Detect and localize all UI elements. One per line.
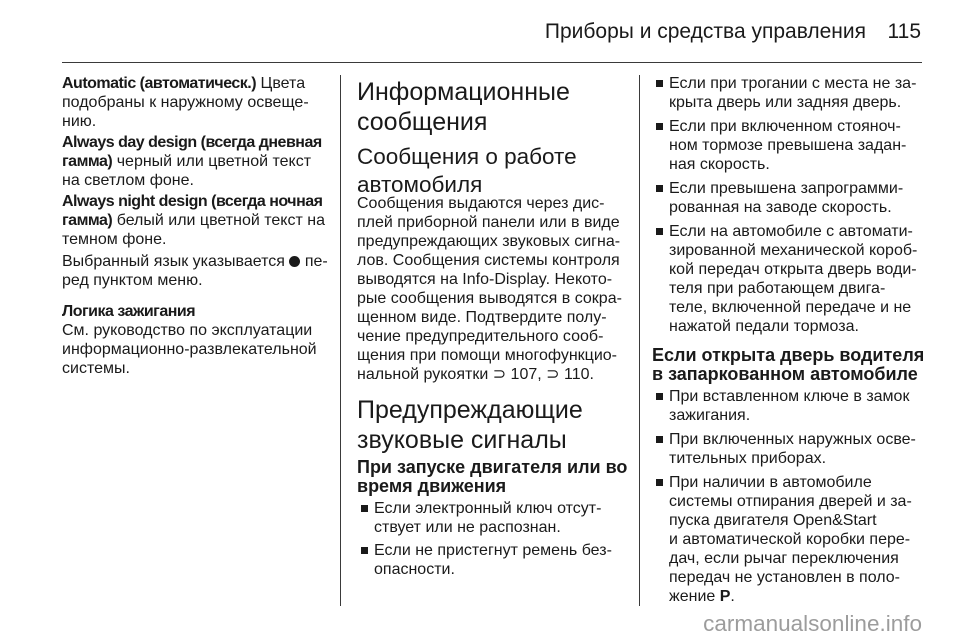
list-item [652,74,916,112]
term-day-design: Always day design (всегда дневная [62,134,322,151]
list-item-line: рованная на заводе скорость. [669,199,892,216]
list-item-line: Если при включенном стояноч- [669,118,901,135]
list-item-line: теле, включенной передаче и не [669,299,912,316]
engine-start-heading [357,458,627,496]
list-item [652,430,916,468]
warning-signals-title [357,395,583,455]
list-item-line: зажигания. [669,407,751,424]
line-text: белый или цветной текст на [116,212,325,229]
line-text: пе- [304,253,328,270]
list-item-line: тительных приборах. [669,450,827,467]
title-line: сообщения [357,108,488,136]
subsection-title [357,143,577,199]
line-text: жение [669,588,716,605]
list-item [357,499,601,537]
line-text: черный или цветной текст [116,153,312,170]
paragraph-line: информационно-развлекательной [62,341,317,358]
gear-position-label: P [719,588,731,605]
column-separator-2 [639,75,640,606]
paragraph-line: нию. [62,113,97,130]
column-2 [357,0,633,642]
list-item [357,541,612,579]
list-item-line: передач не установлен в поло- [669,569,900,586]
list-item-line: Если не пристегнут ремень без- [374,542,612,559]
ignition-logic-section [62,302,317,378]
subtitle-line: автомобиля [357,172,483,197]
ignition-logic-heading: Логика зажигания [62,303,196,320]
paragraph-line: плей приборной панели или в виде [357,214,620,231]
section-title [357,77,570,137]
title-line: Предупреждающие [357,396,583,424]
list-item-line: Если электронный ключ отсут- [374,500,602,517]
automatic-paragraph [62,74,309,131]
list-item-line [669,587,912,606]
square-bullet-icon [656,436,663,443]
term-day-design-cont: гамма) [62,153,113,170]
heading-line: время движения [357,476,507,496]
language-paragraph [62,252,328,290]
line-end: . [730,588,735,605]
list-item-line: и автоматической коробки пере- [669,531,911,548]
list-item-line: пуска двигателя Open&Start [669,512,877,529]
paragraph-line [62,252,328,271]
line-text: Выбранный язык указывается [62,253,285,270]
list-item-line: опасности. [374,561,455,578]
day-design-paragraph [62,133,322,190]
section-heading [62,302,317,321]
paragraph-line: темном фоне. [62,231,167,248]
term-night-design: Always night design (всегда ночная [62,193,323,210]
paragraph-line: Сообщения выдаются через дис- [357,195,605,212]
paragraph-line [62,192,325,211]
running-header-title: Приборы и средства управления [544,20,866,43]
heading-line: Если открыта дверь водителя [652,345,925,365]
paragraph-line: См. руководство по эксплуатации [62,322,313,339]
square-bullet-icon [361,547,368,554]
paragraph-line [62,133,322,152]
list-item-line: При наличии в автомобиле [669,474,872,491]
paragraph-line: ред пунктом меню. [62,272,203,289]
driver-door-heading [652,346,924,384]
list-item-line: ном тормозе превышена задан- [669,137,907,154]
list-item [652,222,917,336]
list-item-line: ная скорость. [669,156,770,173]
list-item-line: ствует или не распознан. [374,519,561,536]
heading-line: в запаркованном автомобиле [652,364,918,384]
paragraph-line: щения при помощи многофункцио- [357,347,617,364]
paragraph-line: предупреждающих звуковых сигна- [357,233,621,250]
list-item-line: крыта дверь или задняя дверь. [669,94,902,111]
filled-circle-icon [289,256,300,267]
title-line: звуковые сигналы [357,426,567,454]
list-item-line: Если при трогании с места не за- [669,75,917,92]
paragraph-line: чение предупредительного сооб- [357,328,604,345]
watermark-text: carmanualsonline.info [703,611,922,636]
night-design-paragraph [62,192,325,249]
list-item-line: Если на автомобиле с автомати- [669,223,913,240]
list-item [652,473,912,606]
paragraph-line [62,152,322,171]
intro-paragraph [357,194,622,384]
square-bullet-icon [361,505,368,512]
paragraph-line: рые сообщения выводятся в сокра- [357,290,622,307]
title-line: Информационные [357,78,570,106]
page-reference-line: нальной рукоятки ⊃ 107, ⊃ 110. [357,366,594,383]
list-item-line: Если превышена запрограмми- [669,180,904,197]
paragraph-line: на светлом фоне. [62,172,194,189]
list-item-line: теля при работающем двига- [669,280,886,297]
list-item [652,387,909,425]
list-item [652,117,906,174]
list-item-line: При вставленном ключе в замок [669,388,910,405]
paragraph-line: подобраны к наружному освеще- [62,94,309,111]
column-1 [62,0,334,642]
list-item-line: кой передач открыта дверь води- [669,261,917,278]
paragraph-line [62,74,309,93]
list-item [652,179,903,217]
square-bullet-icon [656,80,663,87]
square-bullet-icon [656,228,663,235]
paragraph-line: лов. Сообщения системы контроля [357,252,620,269]
term-automatic: Automatic (автоматическ.) [62,75,257,92]
paragraph-line [62,211,325,230]
list-item-line: системы отпирания дверей и за- [669,493,912,510]
square-bullet-icon [656,123,663,130]
column-3 [652,0,928,642]
square-bullet-icon [656,393,663,400]
paragraph-line: щенном виде. Подтвердите полу- [357,309,607,326]
list-item-line: При включенных наружных осве- [669,431,916,448]
paragraph-line: выводятся на Info-Display. Некото- [357,271,613,288]
heading-line: При запуске двигателя или во [357,457,628,477]
line-text: Цвета [260,75,306,92]
column-separator-1 [340,75,341,606]
subtitle-line: Сообщения о работе [357,144,577,169]
list-item-line: зированной механической короб- [669,242,918,259]
list-item-line: дач, если рычаг переключения [669,550,899,567]
square-bullet-icon [656,185,663,192]
term-night-design-cont: гамма) [62,212,113,229]
list-item-line: нажатой педали тормоза. [669,318,859,335]
page-number: 115 [887,20,921,43]
square-bullet-icon [656,479,663,486]
paragraph-line: системы. [62,360,130,377]
